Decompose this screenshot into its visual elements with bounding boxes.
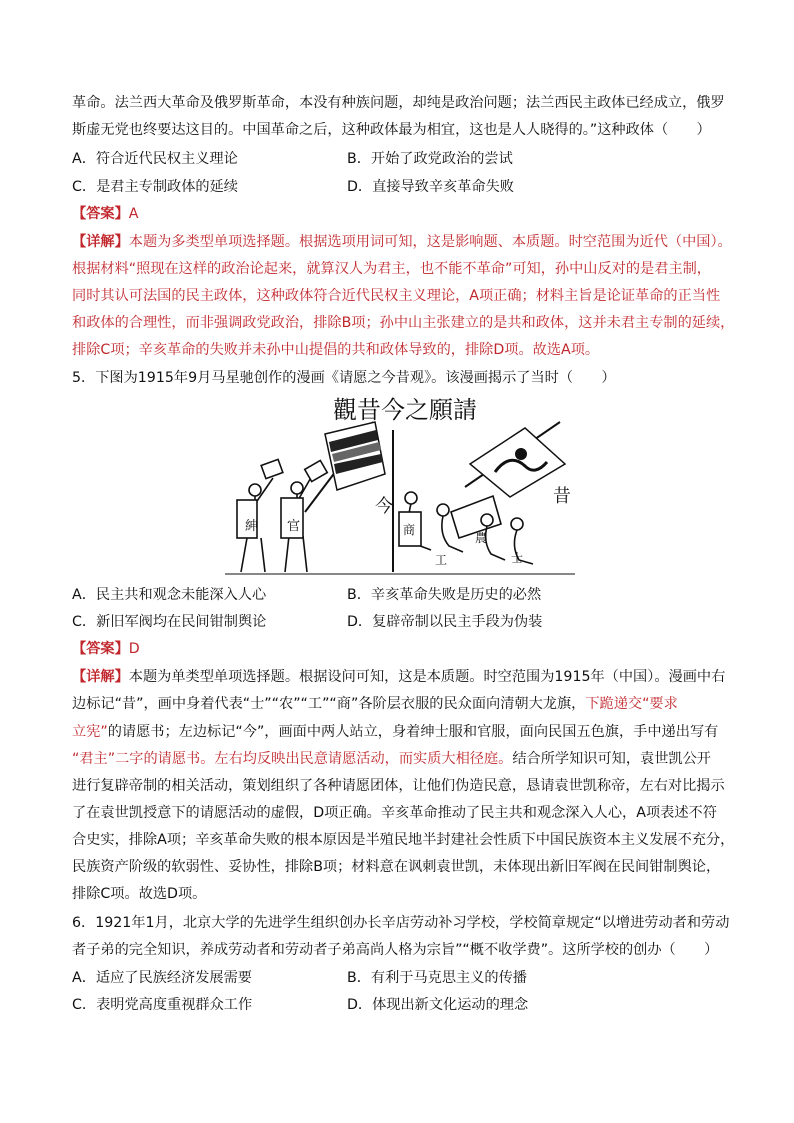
- q4-detail-line-4: 和政体的合理性，而非强调政党政治，排除B项；孙中山主张建立的是共和政体，这并未君主专制的延续，: [72, 315, 735, 331]
- cartoon-label-farmer: 農: [475, 531, 488, 545]
- q5-detail-text-3a: 立宪”: [72, 724, 108, 740]
- q6-option-b: B．有利于马克思主义的传播: [347, 970, 527, 986]
- q5-detail-line-4: [72, 749, 711, 769]
- q5-detail-line-5: 进行复辟帝制的相关活动，策划组织了各种请愿团体，让他们伪造民意，恳请袁世凯称帝，左右对比揭示: [72, 778, 725, 794]
- q4-stem-line-1: 革命。法兰西大革命及俄罗斯革命，本没有种族问题，却纯是政治问题；法兰西民主政体已经成立，俄罗: [72, 95, 725, 111]
- q4-option-a: A．符合近代民权主义理论: [72, 151, 238, 167]
- q4-option-c: C．是君主专制政体的延续: [72, 179, 238, 195]
- standing-figures: [237, 459, 327, 572]
- q5-option-a: A．民主共和观念未能深入人心: [72, 587, 267, 603]
- q6-option-a: A．适应了民族经济发展需要: [72, 970, 252, 986]
- q4-detail-label: 【详解】: [72, 234, 129, 250]
- cartoon-mark-now: 今: [375, 496, 393, 517]
- q4-answer-value: A: [128, 206, 139, 222]
- q5-detail-line-9: 排除C项。故选D项。: [72, 886, 207, 902]
- q5-answer-value: D: [128, 641, 140, 657]
- dragon-flag: [465, 422, 565, 497]
- q5-detail-label: 【详解】: [72, 669, 129, 685]
- q5-detail-line-8: 民族资产阶级的软弱性、妥协性，排除B项；材料意在讽刺袁世凯，未体现出新旧军阀在民间钳制舆论，: [72, 859, 721, 875]
- q4-detail-line-1: [72, 232, 732, 252]
- cartoon-label-official: 官: [287, 519, 301, 534]
- q5-detail-text-4a: “君主”二字的请愿书。左右均反映出民意请愿活动，而实质大相径庭。: [72, 751, 513, 767]
- q4-answer-label: 【答案】: [72, 206, 129, 222]
- q5-detail-line-3: [72, 722, 718, 742]
- q5-answer-label: 【答案】: [72, 641, 129, 657]
- q5-cartoon-image: [225, 392, 575, 577]
- q5-stem: 5．下图为1915年9月马星驰创作的漫画《请愿之今昔观》。该漫画揭示了当时（ ）: [72, 370, 616, 386]
- cartoon-label-scholar: 士: [511, 551, 524, 565]
- cartoon-label-gentleman: 紳: [245, 519, 259, 534]
- q6-option-c: C．表明党高度重视群众工作: [72, 997, 253, 1013]
- cartoon-label-worker: 工: [435, 553, 448, 567]
- cartoon-mark-past: 昔: [553, 486, 571, 507]
- q4-answer: [72, 204, 138, 224]
- q5-detail-line-1: [72, 667, 725, 687]
- q6-stem-line-2: 者子弟的完全知识，养成劳动者和劳动者子弟高尚人格为宗旨”“概不收学费”。这所学校的创办（ ）: [72, 942, 719, 958]
- q5-detail-text-2a: 边标记“昔”，画中身着代表“士”“农”“工”“商”各阶层衣服的民众面向清朝大龙旗，: [72, 696, 586, 712]
- cartoon-label-merchant: 商: [403, 523, 416, 537]
- q4-detail-text-1: 本题为多类型单项选择题。根据选项用词可知，这是影响题、本质题。时空范围为近代（中国）。: [128, 234, 732, 250]
- q4-option-b: B．开始了政党政治的尝试: [347, 151, 513, 167]
- q5-detail-text-2b: 下跪递交“要求: [585, 696, 678, 712]
- q5-detail-text-4b: 结合所学知识可知，袁世凯公开: [512, 751, 711, 767]
- q4-detail-line-3: 同时其认可法国的民主政体，这种政体符合近代民权主义理论，A项正确；材料主旨是论证革命的正当性: [72, 288, 721, 304]
- q5-detail-text-1: 本题为单类型单项选择题。根据设问可知，这是本质题。时空范围为1915年（中国）。漫画中右: [128, 669, 726, 685]
- q5-detail-line-7: 合史实，排除A项；辛亥革命失败的根本原因是半殖民地半封建社会性质下中国民族资本主义发展不充分，: [72, 832, 735, 848]
- q5-option-c: C．新旧军阀均在民间钳制舆论: [72, 614, 267, 630]
- q5-option-b: B．辛亥革命失败是历史的必然: [347, 587, 542, 603]
- q5-detail-line-6: 了在袁世凯授意下的请愿活动的虚假，D项正确。辛亥革命推动了民主共和观念深入人心，A项表述不符: [72, 805, 717, 821]
- q4-detail-line-2: 根据材料“照现在这样的政治论起来，就算汉人为君主，也不能不革命”可知，孙中山反对的是君主制，: [72, 261, 711, 277]
- q4-option-d: D．直接导致辛亥革命失败: [347, 179, 514, 195]
- q5-option-d: D．复辟帝制以民主手段为伪装: [347, 614, 543, 630]
- q4-detail-line-5: 排除C项；辛亥革命的失败并未孙中山提倡的共和政体导致的，排除D项。故选A项。: [72, 342, 600, 358]
- q6-stem-line-1: 6．1921年1月，北京大学的先进学生组织创办长辛店劳动补习学校，学校简章规定“以增进劳动者和劳动: [72, 915, 730, 931]
- q5-detail-text-3b: 的请愿书；左边标记“今”，画面中两人站立，身着绅士服和官服，面向民国五色旗，手中递出写有: [107, 724, 719, 740]
- cartoon-title: 觀昔今之願請: [333, 396, 477, 424]
- q6-option-d: D．体现出新文化运动的理念: [347, 997, 529, 1013]
- q5-detail-line-2: [72, 694, 678, 714]
- q4-stem-line-2: 斯虚无党也终要达这目的。中国革命之后，这种政体最为相宜，这也是人人晓得的。”这种政体（ ）: [72, 122, 711, 138]
- q5-answer: [72, 639, 140, 659]
